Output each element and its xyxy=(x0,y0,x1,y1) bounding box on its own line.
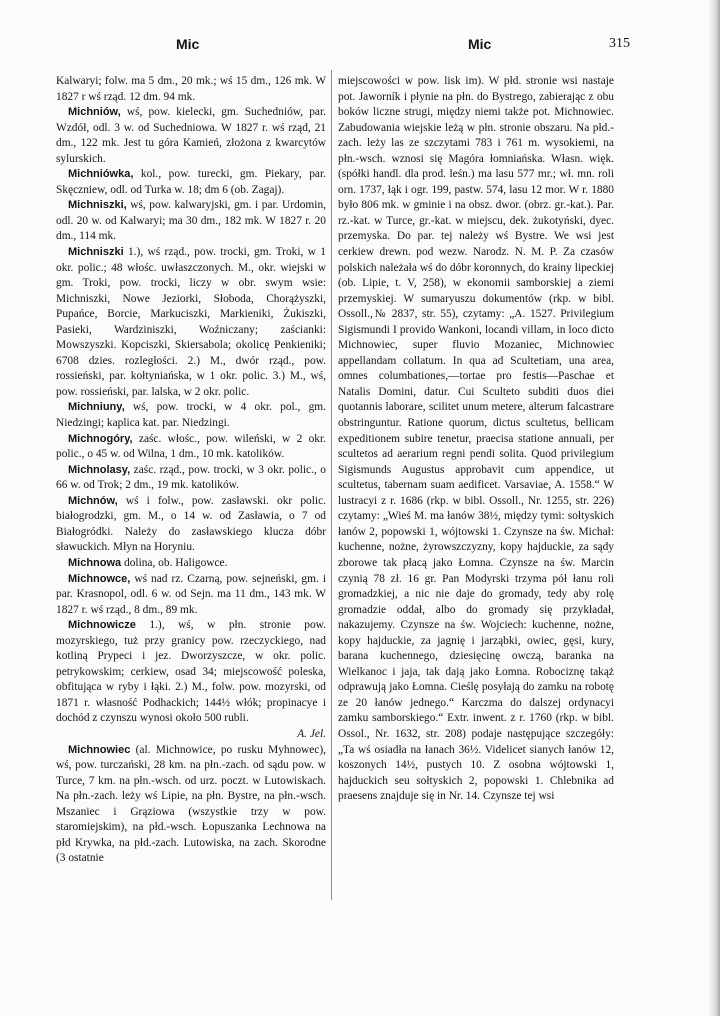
dictionary-entry xyxy=(56,198,326,245)
author-signature: A. Jel. xyxy=(297,727,326,740)
column-divider xyxy=(331,70,332,900)
dictionary-entry xyxy=(56,105,326,167)
dictionary-entry xyxy=(56,494,326,556)
entry-text: zaśc. rząd., pow. trocki, w 3 okr. polic., o 66 w. od Trok; 2 dm., 19 mk. katolików. xyxy=(56,463,326,492)
running-head-left: Mic xyxy=(176,36,200,52)
entry-text: wś i folw., pow. zasławski. okr polic. białogrodzki, gm. M., o 14 w. od Zasławia, o 7 od Białogródki. Należy do zasławskiego klucza dóbr sławuckich. Młyn na Horyniu. xyxy=(56,494,326,554)
entry-headword: Michniów, xyxy=(68,106,121,119)
page-number: 315 xyxy=(609,36,630,51)
dictionary-entry xyxy=(56,572,326,619)
dictionary-entry xyxy=(338,74,614,805)
entry-text: kol., pow. turecki, gm. Piekary, par. Skęczniew, odl. od Turka w. 18; dm 6 (ob. Zagaj). xyxy=(56,168,326,196)
dictionary-entry xyxy=(56,400,326,431)
entry-text: Kalwaryi; folw. ma 5 dm., 20 mk.; wś 15 dm., 126 mk. W 1827 r wś rząd. 12 dm. 94 mk. xyxy=(56,75,326,103)
entry-text: wś, pow. kalwaryjski, gm. i par. Urdomin, odl. 20 w. od Kalwaryi; ma 30 dm., 182 mk. W 1827 r. 20 dm., 114 mk. xyxy=(56,199,326,243)
dictionary-entry xyxy=(56,167,326,198)
entry-headword: Michnogóry, xyxy=(68,432,133,445)
entry-text: wś, pow. trocki, w 4 okr. pol., gm. Niedzingi; kaplica kat. par. Niedzingi. xyxy=(56,401,326,430)
entry-text: miejscowości w pow. lisk im). W płd. stronie wsi nastaje pot. Jaworník i płynie na płn. do Bystrego, zabierając z obu boków liczne strugi, między niemi także pot. Michnowiec. Zabudowania wiejskie leżą w płn. stronie obszaru. Na płd.-zach. leży las ze szczytami 783 i 761 m. wysokiemi, na płn.-wsch. wznosi się Magóra łomniańska. Własn. więk. (spółki handl. dla prod. leśn.) ma lasu 577 mr.; wł. mn. roli orn. 1737, łąk i ogr. 199, pastw. 574, lasu 12 mor. W r. 1880 było 806 mk. w gminie i na obsz. dwor. (obrz. gr.-kat.). Par. rz.-kat. w Turce, gr.-kat. w miejscu, dek. żukotyński, dyec. przemyska. Do par. tej należy wś Bystre. We wsi jest cerkiew drewn. pod wezw. Narodz. N. M. P. Za czasów polskich należała wś do dóbr koronnych, do krainy lipeckiej (ob. Lipie, t. V, 258), w ekonomii samborskiej a ziemi przemyskiej. W sumaryuszu dokumentów (rkp. w bibl. Ossoll.,№ 2837, str. 55), czytamy: „A. 1527. Privilegium Sigismundi I provido Wankoni, locandi villam, in loco dicto Michnowiec, super fluvio Mozaniec, Michnowiec appellandam collatum. In qua ad Scultetiam, una area, omnes columbationes,—tortae pro festis—Paschae et Natalis Domini, datur. Cui Sculteto subditi duos diei quotannis laborare, scilitet unum metere, alterum falcastrare obstringuntur. Ratione quorum, dictus scultetus, bellicam expeditionem subire tenetur, praecisa statione annuali, per scultetos ad aerarium regni pendi solita. Quod privilegium Sigismunds Augustus approbavit cum appendice, ut scultetus, tabernam suam aedificet. Varsaviae, A. 1558.“ W lustracyi z r. 1686 (rkp. w bibl. Ossoll., Nr. 1255, str. 226) czytamy: „Wieś M. ma łanów 38½, między tymi: sołtyskich łanów 2, popowski 1, wójtowski 1. Czynsze na św. Michał: kuchenne, nożne, żyrowszczyzny, kopy hajduckie, za sądy zborowe tak płacą jako Łomna. Czynsze na św. Marcin czynią 78 zł. 16 gr. Pan Modyrski trzyma pół łanu roli gromadzkiej, a nic nie daje do gromady, tedy aby rolę gromadzie oddał, albo do gromady się przykładał, nakazujemy. Czynsze na św. Wojciech: kuchenne, nożne, kopy hajduckie, za jagnię i jarząbki, owiec, gęsi, kury, barana kuchennego, dziesięcinę owczą, baranka na Wielkanoc i jaja, tak dają jako Łomna. Robociznę takąż odprawują jako Łomna. Cieślę posyłają do zamku na robotę ze 20 łanów jednego.“ Karczma do dalszej ordynacyi zamku samborskiego.“ Extr. inwent. z r. 1760 (rkp. w bibl. Ossol., Nr. 1632, str. 208) podaje następujące szczegóły: „Ta wś osiadła na łanach 36½. Videlicet sianych łanów 12, koszonych 14½, pustych 10. Z osobna wójtowski 1, hajduckich seu sołtyskich 2, popowski 1. Chlebnika ad praesens znajduje się in Nr. 14. Czynsze tej wsi xyxy=(338,75,614,803)
dictionary-entry xyxy=(56,432,326,463)
entry-text: wś, pow. kielecki, gm. Suchedniów, par. Wzdół, odl. 3 w. od Suchedniowa. W 1827 r. wś rząd, 21 dm., 122 mk. Jest tu góra Kamień, złożona z kwarcytów sylurskich. xyxy=(56,106,326,165)
dictionary-entry xyxy=(56,743,326,867)
entry-headword: Michnowce, xyxy=(68,572,131,585)
page-edge-shadow xyxy=(708,0,720,1016)
dictionary-entry xyxy=(56,556,326,572)
page-header xyxy=(60,36,630,56)
dictionary-entry xyxy=(56,618,326,742)
entry-headword: Michniszki, xyxy=(68,199,127,212)
entry-headword: Michnolasy, xyxy=(68,463,131,476)
dictionary-entry xyxy=(56,245,326,400)
entry-headword: Michniówka, xyxy=(68,168,134,181)
entry-headword: Michnów, xyxy=(68,494,118,507)
entry-headword: Michnowiec xyxy=(68,743,131,756)
entry-headword: Michnowicze xyxy=(68,619,136,632)
entry-text: wś nad rz. Czarną, pow. sejneński, gm. i par. Krasnopol, odl. 6 w. od Sejn. ma 11 dm., 143 mk. W 1827 r. wś rząd., 8 dm., 89 mk. xyxy=(56,572,326,616)
entry-text: 1.), wś rząd., pow. trocki, gm. Troki, w 1 okr. polic.; 48 włośc. uwłaszczonych. M., okr. wiejski w gm. Troki, pow. trocki, liczy w obr. swym wsie: Michniszki, Nowe Jeziorki, Słoboda, Chorążyszki, Pupańce, Borcie, Markuciszki, Markieniki, Żukiszki, Pasieki, Wardziniszki, Woźniczany; zaścianki: Mowszyszki. Kopciszki, Skiersabola; okolicę Penkieniki; 6708 dzies. rozległości. 2.) M., dwór rząd., pow. rossieński, par. kołtyniańska, w 1 okr. polic. 3.) M., wś, pow. rossieński, par. lalska, w 2 okr. polic. xyxy=(56,246,326,398)
entry-headword: Michniuny, xyxy=(68,401,125,414)
right-column xyxy=(338,74,614,805)
entry-text: zaśc. włośc., pow. wileński, w 2 okr. polic., o 45 w. od Wilna, 1 dm., 10 mk. katolików. xyxy=(56,432,326,461)
entry-text: 1.), wś, w płn. stronie pow. mozyrskiego, tuż przy granicy pow. rzeczyckiego, nad kotliną Prypeci i jez. Dworzyszcze, w okr. polic. petrykowskim; cerkiew, osad 34; miejscowość poleska, obfitująca w ryby i łąki. 2.) M., folw. pow. mozyrski, od 1871 r. własność Podhackich; 144½ włók; propinacye i dochód z czynszu wynosi około 500 rubli. xyxy=(56,619,326,725)
entry-headword: Michniszki xyxy=(68,246,124,259)
left-column xyxy=(56,74,326,867)
entry-text: (al. Michnowice, po rusku Myhnowec), wś, pow. turczański, 28 km. na płn.-zach. od sądu pow. w Turce, 7 km. na płn.-wsch. od urz. poczt. w Lutowiskach. Na płn.-zach. leży wś Lipie, na płn. Bystre, na płn.-wsch. Mszaniec i Grąziowa (wszystkie trzy w pow. staromiejskim), na płd.-wsch. Łopuszanka Lechnowa na płd Krywka, na płd.-zach. Lutowiska, na zach. Skorodne (3 ostatnie xyxy=(56,743,326,865)
dictionary-entry xyxy=(56,463,326,494)
running-head-right: Mic xyxy=(468,36,492,52)
entry-headword: Michnowa xyxy=(68,556,122,569)
dictionary-entry xyxy=(56,74,326,105)
entry-text: dolina, ob. Haligowce. xyxy=(121,556,228,569)
